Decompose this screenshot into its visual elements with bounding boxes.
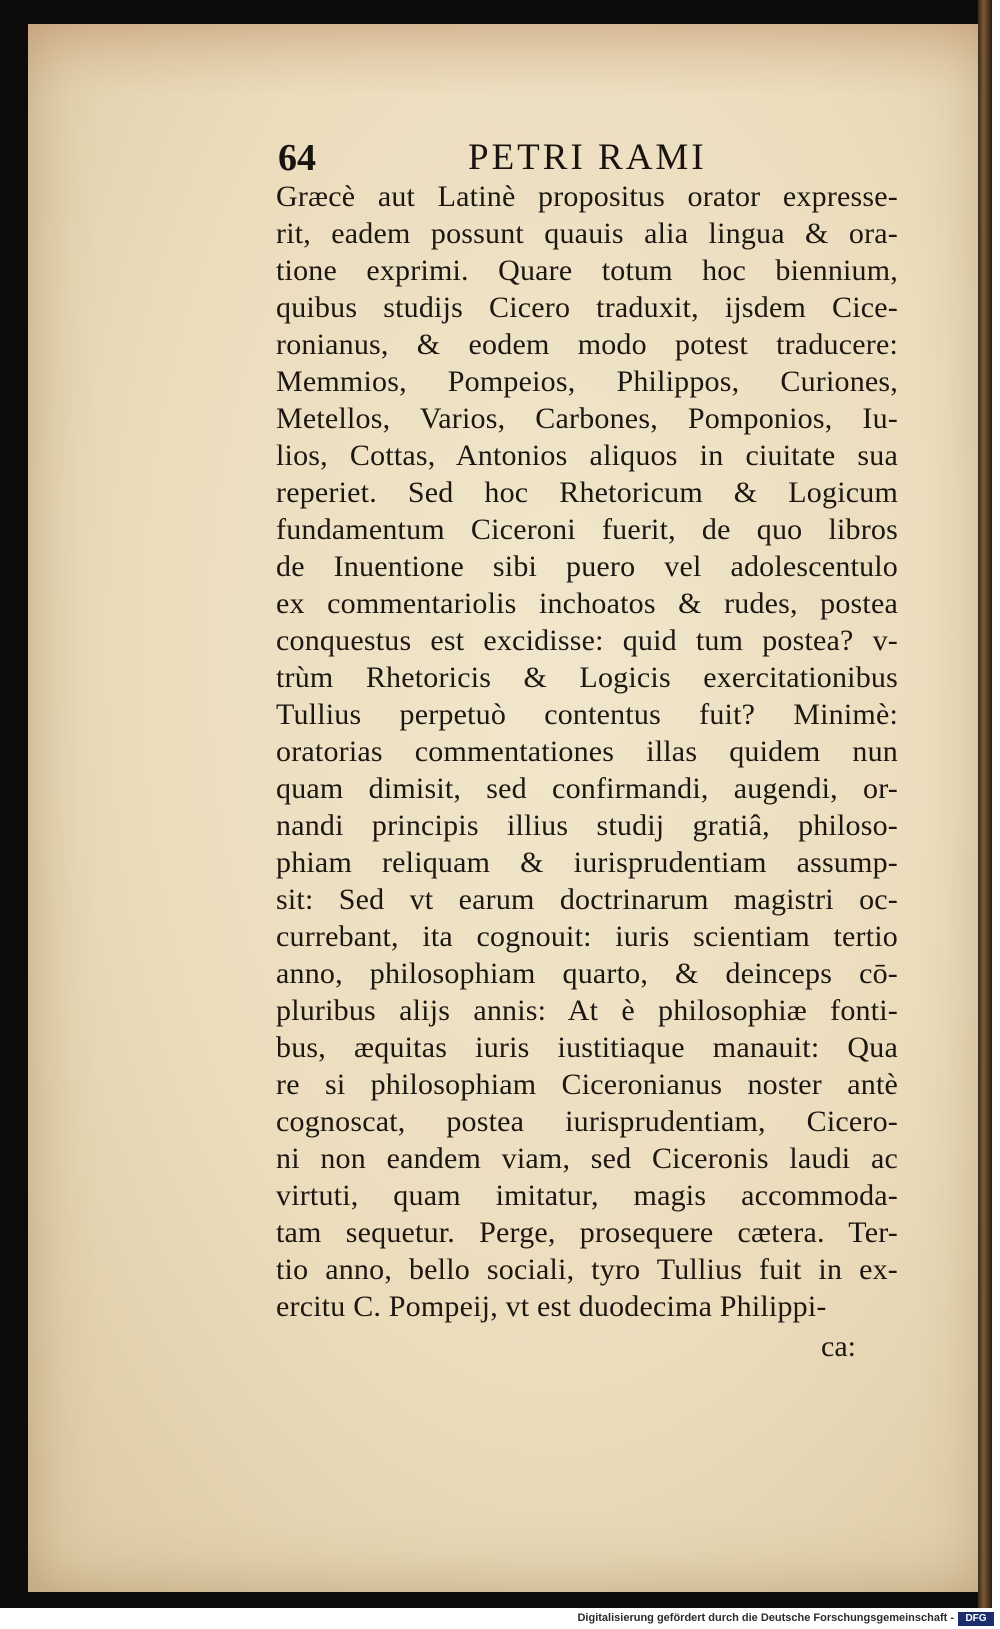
text-line: cognoscat, postea iurisprudentiam, Cicero- [276,1105,898,1138]
text-line: quibus studijs Cicero traduxit, ijsdem Cice- [276,291,898,324]
text-line: pluribus alijs annis: At è philosophiæ fonti- [276,994,898,1027]
page-header [278,136,918,184]
text-line: re si philosophiam Ciceronianus noster antè [276,1068,898,1101]
text-line: de Inuentione sibi puero vel adolescentulo [276,550,898,583]
text-line: Memmios, Pompeios, Philippos, Curiones, [276,365,898,398]
text-line: currebant, ita cognouit: iuris scientiam tertio [276,920,898,953]
catchword: ca: [821,1330,856,1363]
text-line: rit, eadem possunt quauis alia lingua & ora- [276,217,898,250]
text-line: fundamentum Ciceroni fuerit, de quo libros [276,513,898,546]
text-line: ronianus, & eodem modo potest traducere: [276,328,898,361]
book-page [28,24,986,1592]
page-number: 64 [278,137,316,179]
text-line: sit: Sed vt earum doctrinarum magistri oc- [276,883,898,916]
text-line: quam dimisit, sed confirmandi, augendi, or- [276,772,898,805]
funding-credit: Digitalisierung gefördert durch die Deutsche Forschungsgemeinschaft - [577,1612,954,1624]
running-head: PETRI RAMI [468,137,707,178]
text-line: phiam reliquam & iurisprudentiam assump- [276,846,898,879]
text-line: virtuti, quam imitatur, magis accommoda- [276,1179,898,1212]
text-line: nandi principis illius studij gratiâ, philoso- [276,809,898,842]
text-line: tam sequetur. Perge, prosequere cætera. Ter- [276,1216,898,1249]
text-line: bus, æquitas iuris iustitiaque manauit: Qua [276,1031,898,1064]
text-line: oratorias commentationes illas quidem nun [276,735,898,768]
page-edge [978,0,992,1608]
text-line: lios, Cottas, Antonios aliquos in ciuitate sua [276,439,898,472]
text-line: ni non eandem viam, sed Ciceronis laudi ac [276,1142,898,1175]
text-line: ex commentariolis inchoatos & rudes, postea [276,587,898,620]
text-line: trùm Rhetoricis & Logicis exercitationibus [276,661,898,694]
text-line: ercitu C. Pompeij, vt est duodecima Philippi- [276,1290,827,1323]
text-line: conquestus est excidisse: quid tum postea? v- [276,624,898,657]
dfg-logo: DFG [958,1612,994,1626]
text-line: tio anno, bello sociali, tyro Tullius fuit in ex- [276,1253,898,1286]
text-line: anno, philosophiam quarto, & deinceps cō- [276,957,898,990]
text-line: Metellos, Varios, Carbones, Pomponios, Iu- [276,402,898,435]
body-text [276,178,898,1325]
text-line: reperiet. Sed hoc Rhetoricum & Logicum [276,476,898,509]
text-line: tione exprimi. Quare totum hoc biennium, [276,254,898,287]
text-line: Græcè aut Latinè propositus orator expresse- [276,180,898,213]
text-line: Tullius perpetuò contentus fuit? Minimè: [276,698,898,731]
digitization-footer [577,1610,1000,1629]
